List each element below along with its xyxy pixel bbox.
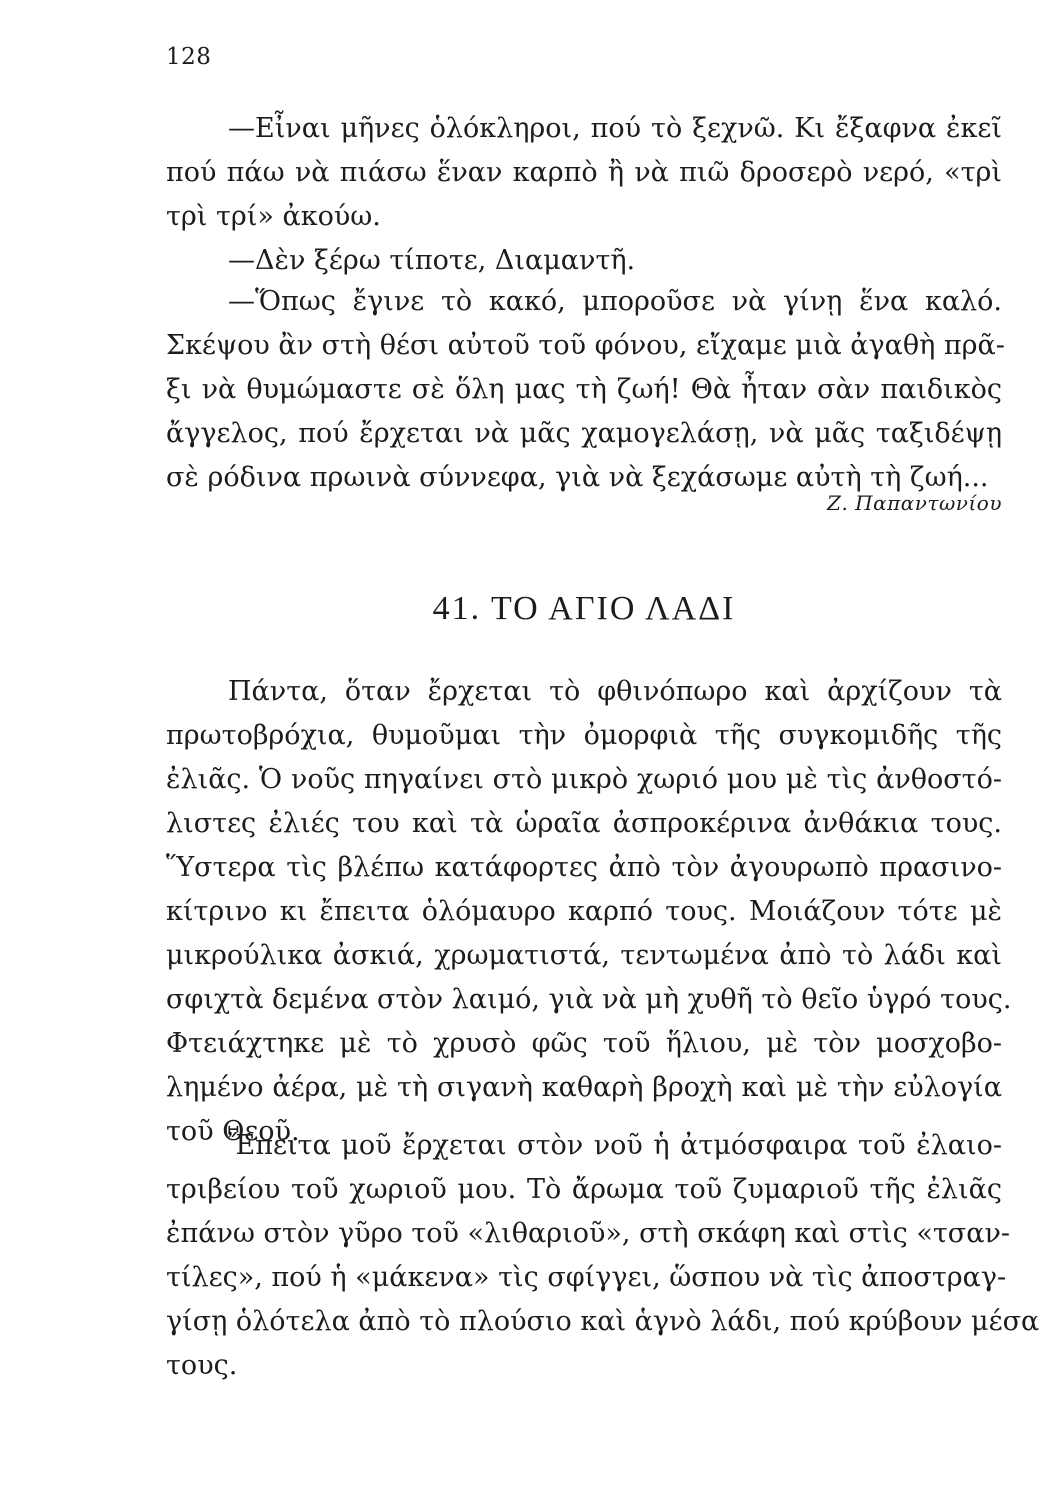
text-line: σφιχτὰ δεμένα στὸν λαιμό, γιὰ νὰ μὴ χυθῆ τὸ θεῖο ὑγρό τους. — [166, 984, 1012, 1015]
text-line: Σκέψου ἂν στὴ θέσι αὐτοῦ τοῦ φόνου, εἴχαμε μιὰ ἀγαθὴ πρᾶ- — [166, 330, 1005, 361]
text-line: πού πάω νὰ πιάσω ἕναν καρπὸ ἢ νὰ πιῶ δροσερὸ νερό, «τρὶ — [166, 157, 1002, 188]
dialogue-block-2 — [166, 280, 1005, 500]
text-line: ἄγγελος, πού ἔρχεται νὰ μᾶς χαμογελάσῃ, νὰ μᾶς ταξιδέψῃ — [166, 418, 1002, 449]
text-line: σὲ ρόδινα πρωινὰ σύννεφα, γιὰ νὰ ξεχάσωμε αὐτὴ τὴ ζωή... — [166, 462, 989, 493]
text-line: κίτρινο κι ἔπειτα ὁλόμαυρο καρπό τους. Μοιάζουν τότε μὲ — [166, 896, 1002, 927]
page-number: 128 — [166, 44, 212, 70]
text-line: ἐλιᾶς. Ὁ νοῦς πηγαίνει στὸ μικρὸ χωριό μου μὲ τὶς ἀνθοστό- — [166, 764, 1002, 795]
text-line: —Δὲν ξέρω τίποτε, Διαμαντῆ. — [228, 245, 636, 276]
text-line: πρωτοβρόχια, θυμοῦμαι τὴν ὀμορφιὰ τῆς συγκομιδῆς τῆς — [166, 720, 1002, 751]
text-line: λημένο ἀέρα, μὲ τὴ σιγανὴ καθαρὴ βροχὴ καὶ μὲ τὴν εὐλογία — [166, 1072, 1002, 1103]
dialogue-block-1 — [166, 107, 1002, 283]
text-line: ξι νὰ θυμώμαστε σὲ ὅλη μας τὴ ζωή! Θὰ ἦταν σὰν παιδικὸς — [166, 374, 1002, 405]
text-line: μικρούλικα ἀσκιά, χρωματιστά, τεντωμένα ἀπὸ τὸ λάδι καὶ — [166, 940, 1002, 971]
text-line: —Εἶναι μῆνες ὁλόκληροι, πού τὸ ξεχνῶ. Κι ἔξαφνα ἐκεῖ — [228, 113, 1002, 144]
text-line: Φτειάχτηκε μὲ τὸ χρυσὸ φῶς τοῦ ἥλιου, μὲ τὸν μοσχοβο- — [166, 1028, 1002, 1059]
text-line: Ὕστερα τὶς βλέπω κατάφορτες ἀπὸ τὸν ἀγουρωπὸ πρασινο- — [166, 852, 1002, 883]
text-line: γίσῃ ὁλότελα ἀπὸ τὸ πλούσιο καὶ ἁγνὸ λάδι, πού κρύβουν μέσα — [166, 1306, 1040, 1337]
text-line: τίλες», πού ἡ «μάκενα» τὶς σφίγγει, ὥσπου νὰ τὶς ἀποστραγ- — [166, 1262, 1007, 1293]
text-line: λιστες ἐλιές του καὶ τὰ ὡραῖα ἀσπροκέρινα ἀνθάκια τους. — [166, 808, 1002, 839]
paragraph-1 — [166, 670, 1012, 1154]
text-line: τους. — [166, 1350, 238, 1381]
text-line: Ἔπειτα μοῦ ἔρχεται στὸν νοῦ ἡ ἀτμόσφαιρα τοῦ ἐλαιο- — [228, 1130, 1002, 1161]
text-line: τριβείου τοῦ χωριοῦ μου. Τὸ ἄρωμα τοῦ ζυμαριοῦ τῆς ἐλιᾶς — [166, 1174, 1002, 1205]
text-line: τοῦ Θεοῦ. — [166, 1116, 300, 1147]
author-signature: Ζ. Παπαντωνίου — [827, 491, 1002, 515]
paragraph-2 — [166, 1124, 1040, 1388]
text-line: ἐπάνω στὸν γῦρο τοῦ «λιθαριοῦ», στὴ σκάφη καὶ στὶς «τσαν- — [166, 1218, 1010, 1249]
text-line: —Ὅπως ἔγινε τὸ κακό, μποροῦσε νὰ γίνῃ ἕνα καλό. — [228, 286, 1002, 317]
text-line: Πάντα, ὅταν ἔρχεται τὸ φθινόπωρο καὶ ἀρχίζουν τὰ — [228, 676, 1002, 707]
chapter-title: 41. ΤΟ ΑΓΙΟ ΛΑΔΙ — [432, 590, 736, 627]
text-line: τρὶ τρί» ἀκούω. — [166, 201, 381, 232]
